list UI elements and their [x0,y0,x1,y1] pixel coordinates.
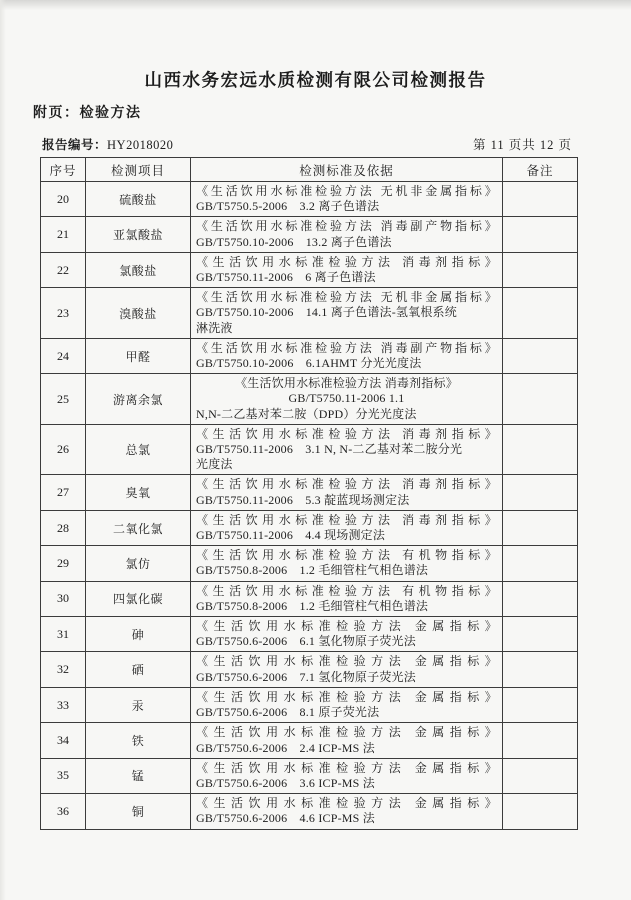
table-row [41,182,578,217]
remark-cell [503,217,578,252]
report-number [42,135,173,153]
standard-cell [191,794,503,829]
test-item-cell: 氯仿 [86,546,191,581]
table-row [41,424,578,475]
standard-cell [191,424,503,475]
standard-line: 《生活饮用水标准检验方法 消毒剂指标》 [196,512,497,527]
test-item-cell: 锰 [86,758,191,793]
table-row [41,546,578,581]
row-number-cell: 24 [41,338,86,373]
standard-line: 《生活饮用水标准检验方法 消毒副产物指标》 [196,219,497,234]
remark-cell [503,182,578,217]
standard-line: 《生活饮用水标准检验方法 有机物指标》 [196,548,497,563]
standard-cell [191,687,503,722]
row-number-cell: 23 [41,288,86,339]
standard-line: 《生活饮用水标准检验方法 消毒剂指标》 [196,426,497,441]
standard-line: GB/T5750.11-2006 4.4 现场测定法 [196,528,386,543]
header-standard-basis: 检测标准及依据 [191,158,503,182]
test-item-cell: 硫酸盐 [86,182,191,217]
test-item-cell: 四氯化碳 [86,581,191,616]
standard-line: GB/T5750.11-2006 6 离子色谱法 [196,270,376,285]
table-row [41,252,578,287]
standard-line: 《生活饮用水标准检验方法 金属指标》 [196,760,497,775]
report-number-value: HY2018020 [107,138,174,152]
remark-cell [503,424,578,475]
standard-line: 淋洗液 [196,320,233,335]
table-row [41,617,578,652]
table-row [41,581,578,616]
remark-cell [503,758,578,793]
standard-cell [191,338,503,373]
table-row [41,217,578,252]
standard-line: GB/T5750.6-2006 7.1 氢化物原子荧光法 [196,669,416,684]
meta-row [42,135,572,153]
remark-cell [503,581,578,616]
remark-cell [503,475,578,510]
table-row [41,475,578,510]
table-row [41,794,578,829]
standard-cell [191,374,503,425]
row-number-cell: 28 [41,510,86,545]
standard-line: GB/T5750.6-2006 3.6 ICP-MS 法 [196,775,375,790]
standard-line: GB/T5750.8-2006 1.2 毛细管柱气相色谱法 [196,598,429,613]
standard-line: GB/T5750.10-2006 14.1 离子色谱法-氢氧根系统 [196,305,457,320]
row-number-cell: 25 [41,374,86,425]
standard-line: 《生活饮用水标准检验方法 消毒剂指标》 [196,477,497,492]
standard-line: GB/T5750.8-2006 1.2 毛细管柱气相色谱法 [196,563,429,578]
standard-line: 《生活饮用水标准检验方法 金属指标》 [196,725,497,740]
standard-cell [191,546,503,581]
row-number-cell: 22 [41,252,86,287]
header-test-item: 检测项目 [86,158,191,182]
row-number-cell: 33 [41,687,86,722]
standard-cell [191,182,503,217]
standard-cell [191,288,503,339]
standard-cell [191,510,503,545]
row-number-cell: 34 [41,723,86,758]
standard-line: 《生活饮用水标准检验方法 有机物指标》 [196,583,497,598]
test-item-cell: 总氯 [86,424,191,475]
table-row [41,723,578,758]
page-title: 山西水务宏远水质检测有限公司检测报告 [144,71,487,91]
row-number-cell: 21 [41,217,86,252]
remark-cell [503,338,578,373]
standard-cell [191,581,503,616]
test-item-cell: 游离余氯 [86,374,191,425]
standard-line: N,N-二乙基对苯二胺（DPD）分光光度法 [196,406,417,421]
standard-line: 《生活饮用水标准检验方法 消毒副产物指标》 [196,340,497,355]
test-item-cell: 氯酸盐 [86,252,191,287]
remark-cell [503,617,578,652]
scan-artifact-left [0,0,6,900]
test-item-cell: 二氧化氯 [86,510,191,545]
row-number-cell: 27 [41,475,86,510]
standard-cell [191,617,503,652]
row-number-cell: 35 [41,758,86,793]
header-remark: 备注 [503,158,578,182]
table-row [41,687,578,722]
standard-line: GB/T5750.6-2006 4.6 ICP-MS 法 [196,811,375,826]
test-item-cell: 溴酸盐 [86,288,191,339]
test-item-cell: 甲醛 [86,338,191,373]
standard-line: GB/T5750.6-2006 6.1 氢化物原子荧光法 [196,634,416,649]
table-body [41,182,578,830]
row-number-cell: 20 [41,182,86,217]
row-number-cell: 31 [41,617,86,652]
standard-cell [191,758,503,793]
table-row [41,374,578,425]
standard-line: GB/T5750.11-2006 5.3 靛蓝现场测定法 [196,492,410,507]
report-number-label: 报告编号： [42,137,108,152]
remark-cell [503,546,578,581]
remark-cell [503,794,578,829]
standard-line: GB/T5750.10-2006 13.2 离子色谱法 [196,234,392,249]
standard-cell [191,475,503,510]
standard-line: 《生活饮用水标准检验方法 消毒剂指标》 [196,254,497,269]
attachment-subtitle: 附页：检验方法 [33,105,142,121]
standard-line: GB/T5750.6-2006 2.4 ICP-MS 法 [196,740,375,755]
standard-line: GB/T5750.6-2006 8.1 原子荧光法 [196,705,380,720]
standard-line: GB/T5750.5-2006 3.2 离子色谱法 [196,199,380,214]
remark-cell [503,652,578,687]
row-number-cell: 36 [41,794,86,829]
header-seq-no: 序号 [41,158,86,182]
row-number-cell: 29 [41,546,86,581]
test-item-cell: 砷 [86,617,191,652]
standard-cell [191,252,503,287]
test-item-cell: 汞 [86,687,191,722]
test-item-cell: 臭氧 [86,475,191,510]
test-item-cell: 硒 [86,652,191,687]
test-item-cell: 铁 [86,723,191,758]
remark-cell [503,288,578,339]
table-row [41,652,578,687]
standard-line: 《生活饮用水标准检验方法 无机非金属指标》 [196,290,497,305]
remark-cell [503,252,578,287]
standard-line: GB/T5750.10-2006 6.1AHMT 分光光度法 [196,356,422,371]
test-item-cell: 铜 [86,794,191,829]
standard-cell [191,723,503,758]
remark-cell [503,374,578,425]
page-indicator: 第 11 页共 12 页 [472,138,572,152]
standard-line: 《生活饮用水标准检验方法 金属指标》 [196,796,497,811]
remark-cell [503,687,578,722]
row-number-cell: 30 [41,581,86,616]
standard-line: 光度法 [196,457,233,472]
standard-cell [191,652,503,687]
standard-line: 《生活饮用水标准检验方法 金属指标》 [196,654,497,669]
table-row [41,338,578,373]
standard-line: 《生活饮用水标准检验方法 消毒剂指标》 [235,376,458,391]
standard-line: GB/T5750.11-2006 1.1 [288,391,405,406]
table-row [41,758,578,793]
remark-cell [503,723,578,758]
scan-artifact-top [0,0,631,10]
table-row [41,288,578,339]
row-number-cell: 26 [41,424,86,475]
standard-line: 《生活饮用水标准检验方法 金属指标》 [196,689,497,704]
standard-cell [191,217,503,252]
standard-line: 《生活饮用水标准检验方法 无机非金属指标》 [196,184,497,198]
standard-line: GB/T5750.11-2006 3.1 N, N-二乙基对苯二胺分光 [196,442,463,457]
table-row [41,510,578,545]
standard-line: 《生活饮用水标准检验方法 金属指标》 [196,619,497,634]
methods-table [40,157,578,830]
test-item-cell: 亚氯酸盐 [86,217,191,252]
row-number-cell: 32 [41,652,86,687]
table-header-row [41,158,578,182]
remark-cell [503,510,578,545]
